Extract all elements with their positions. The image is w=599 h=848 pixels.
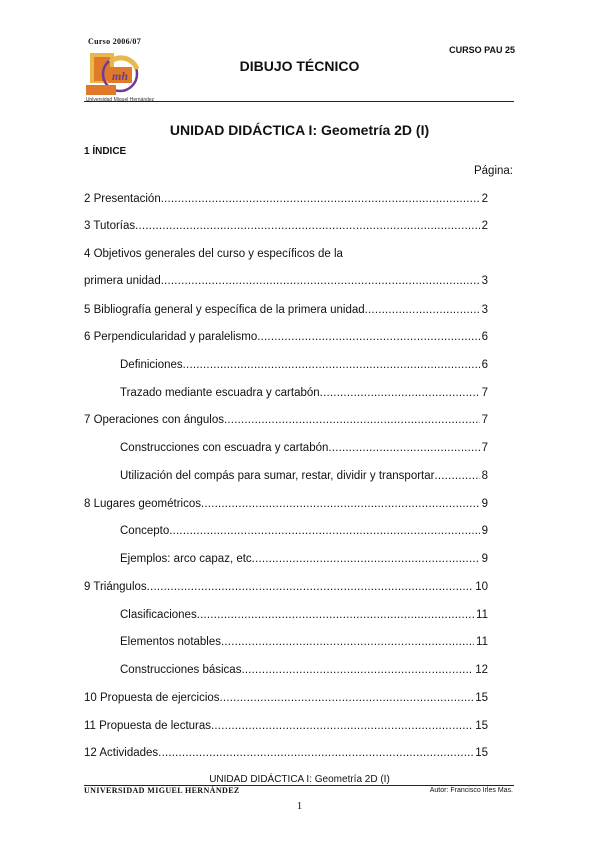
toc-leader [158, 746, 473, 760]
toc-entry-page: 7 [481, 414, 488, 426]
toc-entry-text: Clasificaciones [120, 609, 197, 621]
toc-entry-text: 6 Perpendicularidad y paralelismo [84, 331, 258, 343]
toc-entry-construcciones-basicas[interactable] [120, 663, 488, 677]
toc-entry-page: 6 [481, 359, 488, 371]
toc-leader [147, 580, 474, 594]
header-divider [84, 101, 514, 102]
toc-entry-page: 9 [481, 498, 488, 510]
toc-entry-page: 15 [475, 692, 488, 704]
toc-entry-text: Definiciones [120, 359, 183, 371]
toc-entry-text: 4 Objetivos generales del curso y específicos de la [84, 248, 343, 260]
toc-entry-construcciones-escuadra[interactable] [120, 441, 488, 455]
toc-leader [201, 497, 480, 511]
toc-entry-page: 15 [475, 720, 488, 732]
course-year: Curso 2006/07 [88, 37, 142, 46]
logo-base [86, 85, 116, 95]
toc-entry-elementos-notables[interactable] [120, 635, 488, 649]
toc-entry-text: 11 Propuesta de lecturas [84, 720, 212, 732]
footer-unit-title: UNIDAD DIDÁCTICA I: Geometría 2D (I) [209, 774, 390, 785]
toc-entry-bibliografia[interactable] [84, 303, 488, 317]
toc-entry-propuesta-lecturas[interactable] [84, 719, 488, 733]
toc-entry-page: 6 [481, 331, 488, 343]
toc-leader [365, 303, 480, 317]
toc-entry-text: 12 Actividades [84, 747, 159, 759]
toc-entry-page: 11 [476, 609, 488, 621]
logo-text: Universidad Miguel Hernández [85, 97, 155, 103]
toc-leader [169, 524, 479, 538]
toc-entry-text: 3 Tutorías [84, 220, 136, 232]
toc-entry-lugares-geometricos[interactable] [84, 497, 488, 511]
university-logo [80, 47, 158, 103]
course-pau: CURSO PAU 25 [449, 45, 515, 55]
toc-entry-text: 2 Presentación [84, 193, 161, 205]
toc-entry-definiciones[interactable] [120, 358, 488, 372]
unit-title: UNIDAD DIDÁCTICA I: Geometría 2D (I) [169, 122, 430, 138]
page-column-label: Página: [473, 165, 513, 177]
toc-leader [183, 358, 480, 372]
toc-entry-text: Elementos notables [120, 636, 222, 648]
toc-entry-page: 8 [481, 470, 488, 482]
toc-entry-text: 5 Bibliografía general y específica de la primera unidad [84, 304, 365, 316]
toc-leader [221, 635, 474, 649]
toc-entry-page: 7 [481, 387, 488, 399]
toc-entry-triangulos[interactable] [84, 580, 488, 594]
toc-entry-text: 8 Lugares geométricos [84, 498, 201, 510]
toc-entry-page: 2 [481, 193, 488, 205]
toc-entry-ejemplos[interactable] [120, 552, 488, 566]
index-heading: 1 ÍNDICE [84, 146, 127, 157]
toc-leader [434, 469, 479, 483]
toc-entry-clasificaciones[interactable] [120, 608, 488, 622]
toc-entry-concepto[interactable] [120, 524, 488, 538]
toc-leader [220, 691, 474, 705]
toc-entry-presentacion[interactable] [84, 192, 488, 206]
toc-entry-page: 3 [481, 304, 488, 316]
toc-leader [197, 608, 474, 622]
toc-entry-page: 3 [481, 275, 488, 287]
toc-entry-page: 15 [475, 747, 488, 759]
toc-entry-page: 11 [476, 636, 488, 648]
toc-leader [252, 552, 480, 566]
toc-entry-page: 12 [475, 664, 488, 676]
toc-entry-actividades[interactable] [84, 746, 488, 760]
toc-leader [224, 413, 480, 427]
toc-entry-text: Concepto [120, 525, 170, 537]
toc-entry-text: Ejemplos: arco capaz, etc [120, 553, 252, 565]
toc-entry-text: Trazado mediante escuadra y cartabón [120, 387, 320, 399]
toc-entry-propuesta-ejercicios[interactable] [84, 691, 488, 705]
toc-entry-text: Utilización del compás para sumar, restar, dividir y transportar [120, 470, 435, 482]
toc-leader [328, 441, 479, 455]
toc-leader [211, 719, 473, 733]
toc-entry-page: 9 [481, 553, 488, 565]
toc-leader [241, 663, 473, 677]
toc-entry-text: Construcciones con escuadra y cartabón [120, 442, 329, 454]
toc-entry-objetivos-cont[interactable] [84, 274, 488, 288]
toc-entry-objetivos[interactable] [84, 247, 488, 261]
toc-leader [161, 192, 480, 206]
toc-entry-operaciones-angulos[interactable] [84, 413, 488, 427]
toc-leader [257, 330, 479, 344]
toc-entry-page: 7 [481, 442, 488, 454]
toc-entry-tutorias[interactable] [84, 219, 488, 233]
toc-leader [320, 386, 480, 400]
toc-entry-text: 7 Operaciones con ángulos [84, 414, 225, 426]
toc-entry-text: 10 Propuesta de ejercicios [84, 692, 220, 704]
toc-entry-text: primera unidad [84, 275, 161, 287]
toc-leader [161, 274, 480, 288]
toc-leader [135, 219, 479, 233]
toc-entry-page: 2 [481, 220, 488, 232]
toc-entry-compas[interactable] [120, 469, 488, 483]
page-number: 1 [296, 800, 303, 812]
footer-university: UNIVERSIDAD MIGUEL HERNÁNDEZ [84, 786, 240, 795]
toc-entry-text: Construcciones básicas [120, 664, 242, 676]
toc-entry-perpendicularidad[interactable] [84, 330, 488, 344]
toc-entry-trazado[interactable] [120, 386, 488, 400]
subject-title: DIBUJO TÉCNICO [239, 58, 360, 74]
logo-mark: mh [111, 69, 129, 83]
toc-entry-page: 9 [481, 525, 488, 537]
toc-entry-text: 9 Triángulos [84, 581, 147, 593]
footer-author: Autor: Francisco Irles Mas. [429, 787, 513, 794]
toc-entry-page: 10 [475, 581, 488, 593]
